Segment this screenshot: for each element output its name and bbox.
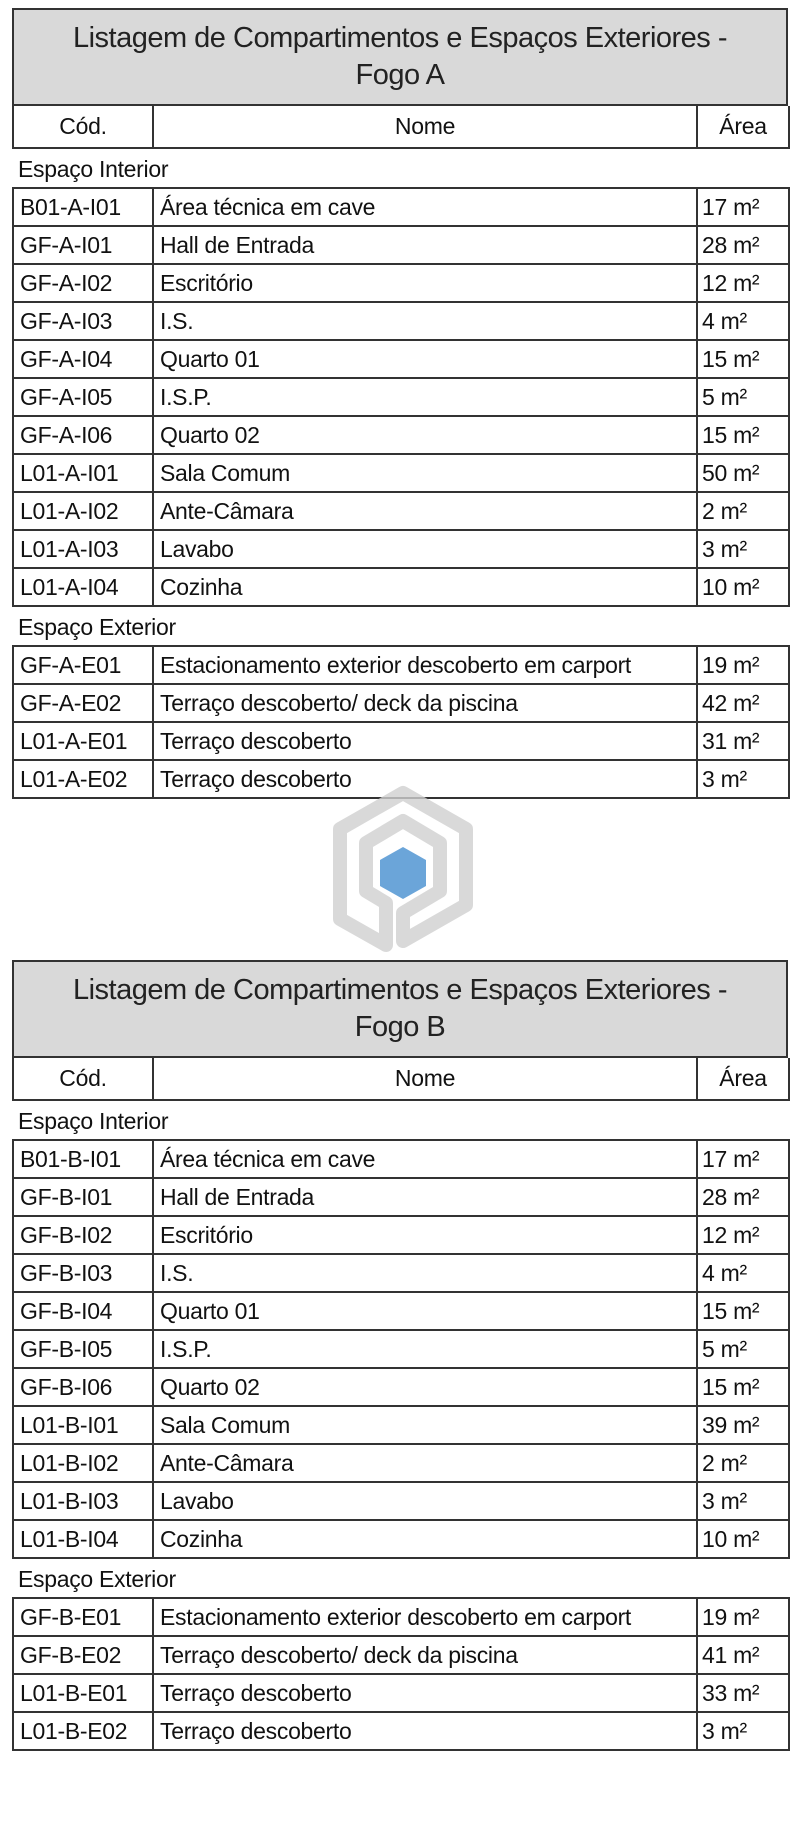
room-code: GF-A-E02: [13, 684, 153, 722]
room-code: L01-A-I01: [13, 454, 153, 492]
table-row: [13, 684, 789, 722]
room-code: L01-B-I04: [13, 1520, 153, 1558]
column-header-code: Cód.: [13, 1058, 153, 1100]
room-name: Área técnica em cave: [153, 188, 697, 226]
table-row: [13, 646, 789, 684]
room-area: 3 m²: [697, 1482, 789, 1520]
table-row: [13, 1406, 789, 1444]
room-area: 17 m²: [697, 1140, 789, 1178]
room-name: Área técnica em cave: [153, 1140, 697, 1178]
group-label-interior: Espaço Interior: [18, 1108, 169, 1134]
table-row: [13, 1674, 789, 1712]
room-code: L01-B-E02: [13, 1712, 153, 1750]
table-row: [13, 1178, 789, 1216]
table-row: [13, 1520, 789, 1558]
room-name: Quarto 01: [153, 340, 697, 378]
column-header-code: Cód.: [13, 106, 153, 148]
room-area: 3 m²: [697, 530, 789, 568]
table-row: [13, 1254, 789, 1292]
room-name: Terraço descoberto: [153, 760, 697, 798]
room-area: 2 m²: [697, 1444, 789, 1482]
room-area: 4 m²: [697, 1254, 789, 1292]
group-row-interior: [13, 1100, 789, 1140]
room-area: 28 m²: [697, 1178, 789, 1216]
room-area: 28 m²: [697, 226, 789, 264]
room-area: 31 m²: [697, 722, 789, 760]
header-row: [13, 106, 789, 148]
room-code: GF-A-I05: [13, 378, 153, 416]
group-row-interior: [13, 148, 789, 188]
room-name: Sala Comum: [153, 454, 697, 492]
room-name: Cozinha: [153, 1520, 697, 1558]
room-area: 15 m²: [697, 340, 789, 378]
room-area: 12 m²: [697, 264, 789, 302]
room-code: GF-B-I06: [13, 1368, 153, 1406]
table-row: [13, 722, 789, 760]
room-name: Quarto 01: [153, 1292, 697, 1330]
room-area: 3 m²: [697, 1712, 789, 1750]
room-name: I.S.: [153, 1254, 697, 1292]
table-row: [13, 492, 789, 530]
column-header-name: Nome: [153, 106, 697, 148]
room-name: Ante-Câmara: [153, 1444, 697, 1482]
room-area: 10 m²: [697, 568, 789, 606]
room-name: Estacionamento exterior descoberto em carport: [153, 1598, 697, 1636]
group-row-exterior: [13, 606, 789, 646]
room-area: 10 m²: [697, 1520, 789, 1558]
room-code: GF-B-I05: [13, 1330, 153, 1368]
schedule-title-line-1: Listagem de Compartimentos e Espaços Exteriores -: [72, 22, 728, 54]
room-code: L01-B-I03: [13, 1482, 153, 1520]
room-area: 17 m²: [697, 188, 789, 226]
room-name: Hall de Entrada: [153, 1178, 697, 1216]
room-code: GF-B-I04: [13, 1292, 153, 1330]
table-row: [13, 226, 789, 264]
room-code: GF-A-I04: [13, 340, 153, 378]
room-code: GF-A-I06: [13, 416, 153, 454]
room-code: L01-A-I03: [13, 530, 153, 568]
room-code: L01-A-I02: [13, 492, 153, 530]
room-name: Cozinha: [153, 568, 697, 606]
room-area: 19 m²: [697, 646, 789, 684]
room-name: Estacionamento exterior descoberto em carport: [153, 646, 697, 684]
room-area: 15 m²: [697, 1368, 789, 1406]
room-code: GF-B-I03: [13, 1254, 153, 1292]
room-code: L01-B-I01: [13, 1406, 153, 1444]
header-row: [13, 1058, 789, 1100]
schedule-table: [12, 106, 790, 799]
group-row-exterior: [13, 1558, 789, 1598]
room-area: 5 m²: [697, 1330, 789, 1368]
table-row: [13, 1598, 789, 1636]
schedule-title-line-1: Listagem de Compartimentos e Espaços Exteriores -: [72, 974, 728, 1006]
room-code: GF-A-I02: [13, 264, 153, 302]
schedule-fogo-a: [12, 8, 788, 799]
table-row: [13, 1216, 789, 1254]
column-header-area: Área: [697, 1058, 789, 1100]
room-name: Hall de Entrada: [153, 226, 697, 264]
room-name: Escritório: [153, 1216, 697, 1254]
room-area: 15 m²: [697, 416, 789, 454]
room-name: Ante-Câmara: [153, 492, 697, 530]
table-row: [13, 302, 789, 340]
table-row: [13, 454, 789, 492]
room-area: 2 m²: [697, 492, 789, 530]
room-area: 12 m²: [697, 1216, 789, 1254]
room-code: GF-A-E01: [13, 646, 153, 684]
room-name: Escritório: [153, 264, 697, 302]
room-code: GF-A-I01: [13, 226, 153, 264]
room-name: I.S.P.: [153, 378, 697, 416]
room-code: GF-B-E02: [13, 1636, 153, 1674]
schedule-title: [12, 8, 788, 106]
room-code: L01-B-E01: [13, 1674, 153, 1712]
room-name: Sala Comum: [153, 1406, 697, 1444]
room-code: GF-B-E01: [13, 1598, 153, 1636]
table-row: [13, 340, 789, 378]
table-row: [13, 188, 789, 226]
room-area: 15 m²: [697, 1292, 789, 1330]
table-row: [13, 1444, 789, 1482]
room-name: Lavabo: [153, 1482, 697, 1520]
table-row: [13, 1330, 789, 1368]
table-row: [13, 568, 789, 606]
column-header-area: Área: [697, 106, 789, 148]
room-area: 19 m²: [697, 1598, 789, 1636]
table-row: [13, 378, 789, 416]
room-area: 42 m²: [697, 684, 789, 722]
room-area: 5 m²: [697, 378, 789, 416]
group-label-interior: Espaço Interior: [18, 156, 169, 182]
room-code: L01-A-E01: [13, 722, 153, 760]
table-row: [13, 1292, 789, 1330]
table-row: [13, 1636, 789, 1674]
table-row: [13, 264, 789, 302]
room-name: Terraço descoberto: [153, 722, 697, 760]
room-name: Lavabo: [153, 530, 697, 568]
room-area: 4 m²: [697, 302, 789, 340]
group-label-exterior: Espaço Exterior: [18, 614, 176, 640]
room-code: L01-A-E02: [13, 760, 153, 798]
room-name: Terraço descoberto: [153, 1674, 697, 1712]
room-area: 3 m²: [697, 760, 789, 798]
room-name: I.S.: [153, 302, 697, 340]
table-row: [13, 1368, 789, 1406]
group-label-exterior: Espaço Exterior: [18, 1566, 176, 1592]
room-name: Terraço descoberto/ deck da piscina: [153, 684, 697, 722]
room-area: 39 m²: [697, 1406, 789, 1444]
room-code: GF-A-I03: [13, 302, 153, 340]
room-name: I.S.P.: [153, 1330, 697, 1368]
column-header-name: Nome: [153, 1058, 697, 1100]
table-row: [13, 1482, 789, 1520]
table-row: [13, 1140, 789, 1178]
room-name: Terraço descoberto/ deck da piscina: [153, 1636, 697, 1674]
table-row: [13, 530, 789, 568]
room-name: Terraço descoberto: [153, 1712, 697, 1750]
watermark-logo-icon: [328, 785, 478, 955]
room-code: GF-B-I01: [13, 1178, 153, 1216]
table-row: [13, 1712, 789, 1750]
room-area: 41 m²: [697, 1636, 789, 1674]
table-row: [13, 416, 789, 454]
schedule-title-line-2: Fogo B: [354, 1011, 446, 1043]
room-code: L01-A-I04: [13, 568, 153, 606]
schedule-title-line-2: Fogo A: [355, 59, 445, 91]
room-area: 50 m²: [697, 454, 789, 492]
schedule-fogo-b: [12, 960, 788, 1751]
schedule-table: [12, 1058, 790, 1751]
room-code: GF-B-I02: [13, 1216, 153, 1254]
schedule-title: [12, 960, 788, 1058]
room-name: Quarto 02: [153, 416, 697, 454]
room-code: B01-B-I01: [13, 1140, 153, 1178]
room-code: B01-A-I01: [13, 188, 153, 226]
room-area: 33 m²: [697, 1674, 789, 1712]
room-code: L01-B-I02: [13, 1444, 153, 1482]
room-name: Quarto 02: [153, 1368, 697, 1406]
